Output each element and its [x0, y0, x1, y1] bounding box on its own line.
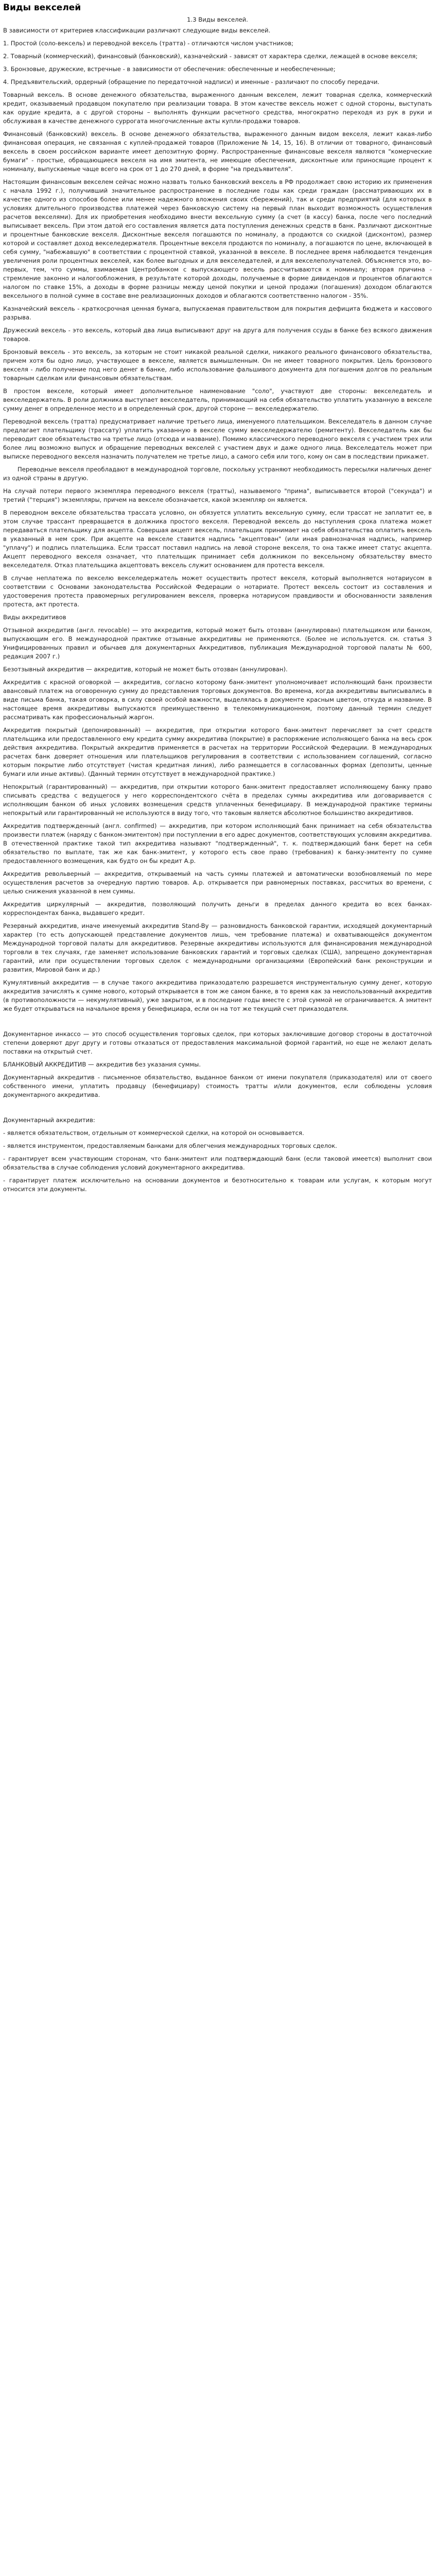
documentary-heading: Документарный аккредитив:: [3, 1116, 95, 1124]
bills-paragraph: В случае неплатежа по векселю векселедержатель может осуществить протест векселя, который выполняется нотариусом в соответствии с Основами законодательства Российской Федерации о нотариате. Протест вексель состоит из составления и удостоверения протеста правомерных регулированием векселя, проверка нотариусом правдивости и обоснованности заявления протеста, акт протеста.: [3, 574, 432, 608]
bills-paragraph: В переводном векселе обязательства трассата условно, он обязуется уплатить вексельную сумму, если трассат не заплатит ее, в этом случае трассант превращается в должника простого векселя. Переводной вексель до наступления срока платежа может передаваться плательщику для акцепта. Совершая акцепт вексель, плательщик принимает на себя обязательства оплатить вексель в указанный в нем срок. При акцепте на векселе ставится надпись "акцептован" (или иная равнозначная надпись, например "уплачу") и подпись плательщика. Если трассат поставил надпись на левой стороне векселя, то она также имеет статус акцепта. Акцепт переводного векселя означает, что плательщик принимает себя должником по вексельному обязательству вместо векселедателя. Отказ плательщика акцептовать вексель служит основанием для протеста векселя.: [3, 509, 432, 569]
accred-paragraph: Документарное инкассо — это способ осуществления торговых сделок, при которых заключившие договор стороны в достаточной степени доверяют друг другу и готовы отказаться от предоставления максимальной формой гарантий, но еще не желают делать поставки на открытый счет.: [3, 1030, 432, 1055]
accred-paragraph: Аккредитив револьверный — аккредитив, открываемый на часть суммы платежей и автоматически возобновляемый по мере осуществления расчетов за очередную партию товаров. А.р. открывается при равномерных поставках, рассчитых во времени, с целью снижения указанной в нем суммы.: [3, 870, 432, 895]
accred-paragraph: Аккредитив покрытый (депонированный) — аккредитив, при открытии которого банк-эмитент перечисляет за счет средств плательщика или предоставленного ему кредита сумму аккредитива (покрытие) в распоряжение исполняющего банка на весь срок действия аккредитива. Покрытый аккредитив применяется в расчетах на территории Российской Федерации. В международных расчетах банк доверяет отношения или плательщиков регулирования в соответствии с использованием соглашений, согласно которым покрытие либо отсутствует (чистая кредитная линия), либо размещается в согласованных формах (депозиты, ценные бумаги или иные активы). (Данный термин отсутствует в международной практике.): [3, 726, 432, 777]
bills-paragraph: 4. Предъявительский, ордерный (обращение по передаточной надписи) и именные - различают по способу передачи.: [3, 78, 380, 86]
article-page: [0, 0, 436, 1208]
accred-paragraph: Аккредитив циркулярный — аккредитив, позволяющий получить деньги в пределах данного кредита во всех банках-корреспондентах банка, выдавшего кредит.: [3, 901, 432, 917]
bills-paragraph: Товарный вексель. В основе денежного обязательства, выраженного данным векселем, лежит товарная сделка, коммерческий кредит, оказываемый продавцом покупателю при реализации товара. В этом качестве вексель может с одной стороны, выступать как орудие кредита, а с другой стороны – выполнять функции расчетного средства, многократно переходя из рук в руки и обслуживая в качестве денежного суррогата многочисленные акты купли-продажи товаров.: [3, 91, 432, 125]
bills-paragraph: 2. Товарный (коммерческий), финансовый (банковский), казначейский - зависят от характера сделки, лежащей в основе векселя;: [3, 53, 418, 60]
page-title: Виды векселей: [3, 3, 81, 13]
accred-paragraph: Документарный аккредитив - письменное обязательство, выданное банком от имени покупателя (приказодателя) или от своего собственного имени, уплатить продавцу (бенефициару) стоимость тратты и/или документов, если соблюдены условия документарного аккредитива.: [3, 1074, 432, 1098]
bills-paragraph: Казначейский вексель - краткосрочная ценная бумага, выпускаемая правительством для покрытия дефицита бюджета и кассового разрыва.: [3, 305, 432, 321]
bills-section: [3, 26, 432, 609]
accred-paragraph: Резервный аккредитив, иначе именуемый аккредитив Stand-By — разновидность банковской гарантии, исходящей документарный характер (то есть допускающей представление документов лишь, чем требование платежа) и охватывающейся документом Международной торговой палаты для аккредитивов. Резервные аккредитивы используются для финансирования международной торговли в тех случаях, где заменяет использование банковских гарантий и торговых сделках (США), запрещено документарная гарантий, или при осуществлении торговых сделок с международными организациями (Европейский банк реконструкции и развития, Мировой банк и др.): [3, 922, 432, 973]
accred-paragraph: Отзывной аккредитив (англ. revocable) — это аккредитив, который может быть отозван (аннулирован) плательщиком или банком, выпускающим его. В международной практике отзывные аккредитивы не применяются. (Более не используется. см. статья 3 Унифицированных правил и обычаев для документарных Аккредитивов, публикация Международной торговой палаты № 600, редакция 2007 г.): [3, 626, 432, 660]
documentary-list-item: - гарантирует платеж исключительно на основании документов и безотносительно к товарам или услугам, к которым могут относится эти документы.: [3, 1177, 432, 1193]
spacer: [3, 1104, 432, 1116]
documentary-list-item: - является инструментом, предоставляемым банками для облегчения международных торговых сделок.: [3, 1142, 337, 1149]
accred-paragraph: Безотзывный аккредитив — аккредитив, который не может быть отозван (аннулирован).: [3, 666, 288, 673]
accred-paragraph: Аккредитив подтвержденный (англ. confirmed) — аккредитив, при котором исполняющий банк принимает на себя обязательства произвести платеж (наряду с банком-эмитентом) при поступлении в его адрес документов, соответствующих условиям аккредитива. В отечественной практике такой тип аккредитива называют "подтвержденный", т. к. подтверждающий банк берет на себя обязательство по выплате, так же как банк-эмитент, у которого есть свое право (требования) к банку-эмитенту по сумме предоставленного возмещения, как будто он бы кредит А.р.: [3, 822, 432, 865]
bills-paragraph: Бронзовый вексель - это вексель, за которым не стоит никакой реальной сделки, никакого реального финансового обязательства, причем хотя бы одно лицо, участвующее в векселе, является вымышленным. Он не имеет товарного покрытия. Цель бронзового векселя - либо получение под него денег в банке, либо использование фальшивого документа для погашения долгов по реальным товарным сделкам или финансовым обязательствам.: [3, 348, 432, 382]
bills-paragraph: Дружеский вексель - это вексель, который два лица выписывают друг на друга для получения ссуды в банке без всякого движения товаров.: [3, 327, 432, 343]
bills-paragraph: На случай потери первого экземпляра переводного векселя (тратты), называемого "прима", выписывается второй ("секунда") и третий ("терция") экземпляры, причем на векселе обозначается, какой экземпляр он является.: [3, 487, 432, 503]
accreditives-heading: Виды аккредитивов: [3, 614, 66, 621]
bills-paragraph: В простом векселе, который имеет дополнительное наименование "соло", участвуют две стороны: векселедатель и векселедержатель. В роли должника выступает векселедатель, принимающий на себя обязательство уплатить указанную в векселе сумму денег в определенное место и в определенный срок, другой стороне — векселедержателю.: [3, 387, 432, 412]
bills-paragraph: Переводной вексель (тратта) предусматривает наличие третьего лица, именуемого плательщиком. Векселедатель в данном случае предлагает плательщику (трассату) уплатить указанную в векселе сумму векселедержателю (ремитенту). Векселедатель как бы переводит свое обязательство на третье лицо (отсюда и название). Помимо классического переводного векселя с участием трех или более лиц возможно выпуск и обращение переводных векселей с участием двух и даже одного лица. Векселедатель может при выписке переводного векселя назначить получателем не третье лицо, а самого себя или того, кому он сам в последствии прикажет.: [3, 418, 432, 460]
section-subtitle: 1.3 Виды векселей.: [187, 16, 248, 23]
accreditives-section: [3, 613, 432, 1099]
bills-paragraph: В зависимости от критериев классификации различают следующие виды векселей.: [3, 27, 271, 34]
documentary-list-item: - гарантирует всем участвующим сторонам, что банк-эмитент или подтверждающий банк (если таковой имеется) выполнит свои обязательства в случае соблюдения условий документарного аккредитива.: [3, 1155, 432, 1171]
bills-paragraph: Настоящим финансовым векселем сейчас можно назвать только банковский вексель в РФ продолжает свою историю их применения с начала 1992 г.), получивший значительное распространение в последние годы как среди граждан (рассматривающих их в качестве одного из способов более или менее надежного вложения своих сбережений), так и среди предприятий (для которых в условиях длительного производства платежей через банковскую систему на первый план выходит возможность осуществления расчетов векселями). Для их приобретения необходимо внести вексельную сумму (а счет (в кассу) банка, после чего последний выписывает вексель. При этом датой его составления является дата поступления денежных средств в банк. Различают дисконтные и процентные банковские векселя. Дисконтные векселя погашаются по номиналу, а продаются со скидкой (дисконтом), размер которой и составляет доход векселедержателя. Процентные векселя продаются по номиналу, а погашаются по цене, включающей в себя сумму, "набежавшую" в соответствии с процентной ставкой, указанной в векселе. В последнее время наблюдается тенденция увеличения роли процентных векселей, как более выгодных и для векселедателей, и для векселеполучателей. Объясняется это, во-первых, тем, что суммы, взимаемая Центробанком с выпускающего весель рассчитываются к номиналу; вторая причина - стремление законно и налогообложения, в результате которой доходы, получаемые в форме дивидендов и процентов облагаются налогом по ставке 15%, а доходы в форме разницы между ценой покупки и ценой продажи (погашения) доходом облагаются вексельного в полной сумме в составе вне реализационных доходов и облагаются соответственно налогом - 35%.: [3, 178, 432, 299]
documentary-list-item: - является обязательством, отдельным от коммерческой сделки, на которой он основывается.: [3, 1129, 304, 1137]
bills-paragraph: 1. Простой (соло-вексель) и переводной вексель (тратта) - отличаются числом участников;: [3, 40, 293, 47]
spacer: [3, 1018, 432, 1030]
bills-paragraph: 3. Бронзовые, дружеские, встречные - в зависимости от обеспечения: обеспеченные и необеспеченные;: [3, 65, 336, 73]
bills-paragraph: Переводные векселя преобладают в международной торговле, поскольку устраняют необходимость пересылки наличных денег из одной страны в другую.: [3, 466, 432, 482]
accred-paragraph: БЛАНКОВЫЙ АККРЕДИТИВ — аккредитив без указания суммы.: [3, 1061, 201, 1068]
accred-paragraph: Кумулятивный аккредитив — в случае такого аккредитива приказодателю разрешается инструментальную сумму денег, которую аккредитив зачислять к сумме нового, который открывается в том же самом банке, в то время как за неиспользованный аккредитив (в противоположности — некумулятивный), уже закрытом, и в последние годы вместе с этой суммой не ограничивается. А эмитент же будет открываться на начальное время у бенефициара, если он на тот же текущий счет приказодателя.: [3, 979, 432, 1012]
accred-paragraph: Непокрытый (гарантированный) — аккредитив, при открытии которого банк-эмитент предоставляет исполняющему банку право списывать средства с ведущегося у него корреспондентского счёта в пределах суммы аккредитива или договаривается с исполняющим банком об иных условиях возмещения средств уплаченных бенефициару. В международной практике термины непокрытый или гарантированный не используются в виду того, что таковым является абсолютное большинство аккредитивов.: [3, 783, 432, 817]
documentary-accreditive-section: [3, 1116, 432, 1194]
accred-paragraph: Аккредитив с красной оговоркой — аккредитив, согласно которому банк-эмитент уполномочивает исполняющий банк произвести авансовый платеж на оговоренную сумму до представления торговых документов. Во времена, когда аккредитивы выписывались в виде письма банка, такая оговорка, в силу своей особой важности, выделялась в документе красным цветом, откуда и название. В настоящее время аккредитивы выпускаются преимущественно в телекоммуникационном, поэтому данный термин следует рассматривать как профессиональный жаргон.: [3, 679, 432, 721]
bills-paragraph: Финансовый (банковский) вексель. В основе денежного обязательства, выраженного данным видом векселя, лежит какая-либо финансовая операция, не связанная с куплей-продажей товаров (Приложение № 14, 15, 16). В отличии от товарного, финансовый вексель в своем российском варианте имеет депозитную форму. Распространенные финансовые векселя являются "комерческие бумаги" - простые, обращающиеся векселя на имя эмитента, не имеющие обеспечения, дисконтные или приносящие процент к номиналу, выпускаемые чаще всего на срок от 1 до 270 дней, в форме "на предъявителя".: [3, 130, 432, 173]
